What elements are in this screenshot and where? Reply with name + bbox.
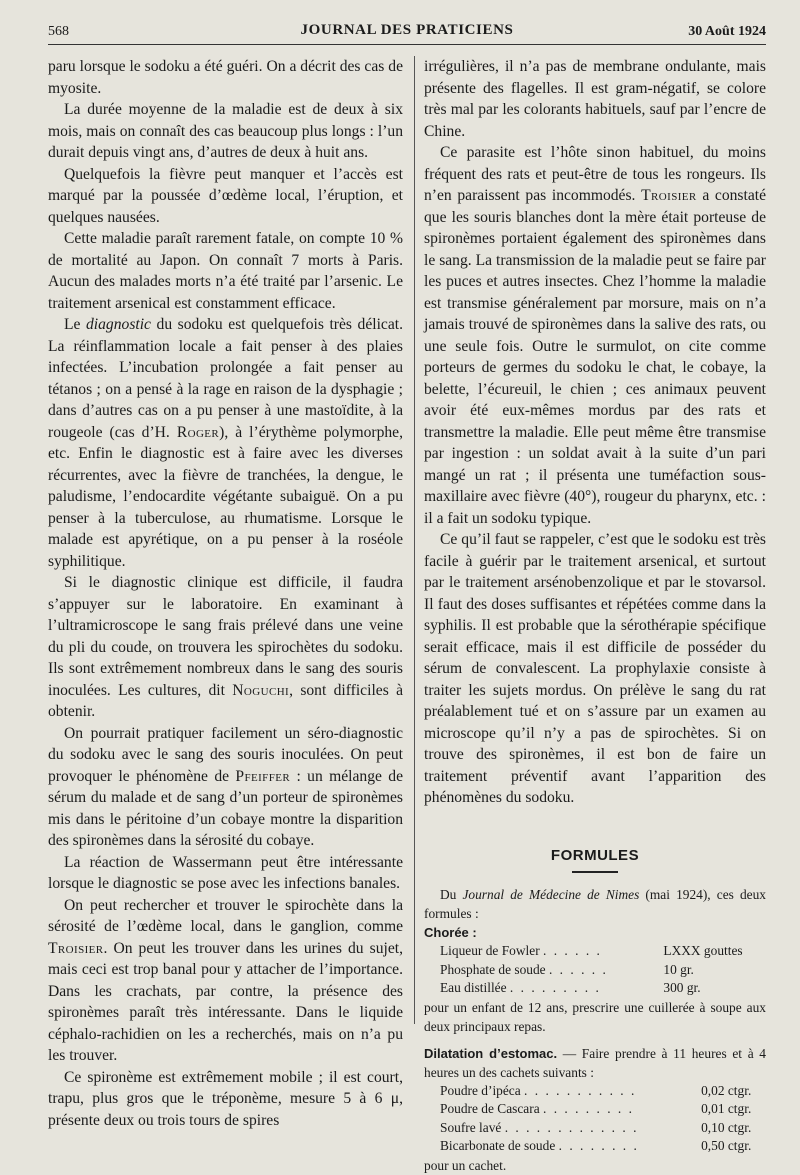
right-column xyxy=(424,56,766,1175)
paragraph: La réaction de Wassermann peut être intéressante lorsque le diagnostic se pose avec les infections banales. xyxy=(48,853,403,892)
paragraph: La durée moyenne de la maladie est de deux à six mois, mais on connaît des cas beaucoup plus longs : l’un durait depuis vingt ans, d’autres de deux à huit ans. xyxy=(48,101,403,161)
prescription-row: Liqueur de Fowler . . . . . . LXXX gouttes xyxy=(440,943,743,958)
dilatation-heading: Dilatation d’estomac. xyxy=(424,1045,558,1061)
author-name: Troisier xyxy=(48,939,104,957)
paragraph: Ce parasite est l’hôte sinon habituel, du moins fréquent des rats et peut-être de tous les rongeurs. Ils n’en paraissent pas incommodés. Troisier a constaté que les souris blanches dont la mère était porteuse de spironèmes portaient également des spironèmes dans le sang. La transmission de la maladie peut se faire par les puces et autres insectes. Chez l’homme la maladie est transmise généralement par morsure, mais on n’a jamais trouvé de spironèmes dans la salive des rats, ou une seule fois. Outre le surmulot, on cite comme porteurs de germes du sodoku le chat, le cobaye, la belette, l’écureuil, le chien ; ces animaux peuvent avoir été eux-mêmes mordus par des rats et transmettre la maladie. Elle peut même être transmise par ingestion : un soldat avait à la suite d’un pari mangé un rat ; il présenta une tuméfaction sous-maxillaire avec fièvre (40°), rougeur du pharynx, etc. : il a fait un sodoku typique. xyxy=(424,144,766,527)
author-name: Noguchi xyxy=(232,681,290,699)
page-number: 568 xyxy=(48,24,69,39)
running-header xyxy=(48,22,766,44)
dilatation-block: Dilatation d’estomac. — Faire prendre à 11 heures et à 4 heures un des cachets suivants : xyxy=(424,1045,767,1080)
prescription-row: Eau distillée . . . . . . . . . 300 gr. xyxy=(440,980,701,995)
prescription-row: Bicarbonate de soude . . . . . . . . 0,50 ctgr. xyxy=(440,1138,752,1153)
prescription-row: Poudre de Cascara . . . . . . . . . 0,01 ctgr. xyxy=(440,1101,752,1116)
chorea-heading: Chorée : xyxy=(424,925,477,940)
formules-section xyxy=(424,885,766,1175)
title-rule xyxy=(572,871,618,873)
column-divider xyxy=(414,56,415,1024)
left-column xyxy=(48,56,403,1131)
dilatation-note: pour un cachet. xyxy=(424,1157,507,1173)
journal-citation: Journal de Médecine de Nimes xyxy=(462,887,640,902)
chorea-note: pour un enfant de 12 ans, prescrire une cuillerée à soupe aux deux principaux repas. xyxy=(424,999,766,1034)
dilatation-prescription xyxy=(424,1082,766,1156)
section-title: FORMULES xyxy=(550,846,640,864)
paragraph: Ce spironème est extrêmement mobile ; il est court, trapu, plus gros que le tréponème, mesure 5 à 6 μ, présente deux ou trois tours de spires xyxy=(48,1068,403,1129)
paragraph-diagnostic: Le diagnostic du sodoku est quelquefois très délicat. La réinflammation locale a fait penser à des plaies infectées. L’incubation prolongée a fait penser au tétanos ; on a pensé à la rage en raison de la dysphagie ; dans d’autres cas on a pu penser à une mastoïdite, à la rougeole (cas d’H. Roger), à l’érythème polymorphe, etc. Enfin le diagnostic est à faire avec les diverses récurrentes, avec la fièvre de tranchées, la dengue, le paludisme, l’endocardite végétante subaiguë. On a pu penser à la tuberculose, au rhumatisme. Lorsque le malade est apyrétique, on a pu penser à la roséole syphilitique. xyxy=(48,316,403,570)
paragraph: Ce qu’il faut se rappeler, c’est que le sodoku est très facile à guérir par le traitement arsenical, et surtout par le traitement arsénobenzolique et par le stovarsol. Il faut des doses suffisantes et répétées comme dans la syphilis. Il est probable que la sérothérapie spécifique serait efficace, mais il est difficile de posséder du sérum de convalescent. La prophylaxie consiste à traiter les sujets mordus. On prélève le sang du rat préalablement tué et on s’assure par un examen au microscope qu’il n’y a pas de spirochètes. Si on trouve des spironèmes, il est bon de faire un traitement préventif avant l’apparition des phénomènes du sodoku. xyxy=(424,531,766,806)
header-rule xyxy=(48,44,766,45)
author-name: Roger xyxy=(176,423,220,441)
prescription-row: Poudre d’ipéca . . . . . . . . . . . 0,02 ctgr. xyxy=(440,1082,752,1098)
chorea-prescription xyxy=(424,942,766,998)
paragraph: Cette maladie paraît rarement fatale, on compte 10 % de mortalité au Japon. On connaît 7 morts à Paris. Aucun des malades morts n’a été traité par l’arsenic. Le traitement arsenical est constamment efficace. xyxy=(48,230,403,312)
journal-title: JOURNAL DES PRATICIENS xyxy=(300,22,514,38)
prescription-row: Soufre lavé . . . . . . . . . . . . . 0,10 ctgr. xyxy=(440,1119,752,1135)
paragraph: On pourrait pratiquer facilement un séro-diagnostic du sodoku avec le sang des souris inoculées. On peut provoquer le phénomène de Pfeiffer : un mélange de sérum du malade et de sang d’un porteur de spironèmes mis dans le péritoine d’un cobaye montre la disparition des spironèmes dans la sérosité du cobaye. xyxy=(48,724,404,849)
paragraph: irrégulières, il n’a pas de membrane ondulante, mais présente des flagelles. Il est gram-négatif, se colore très mal par les colorants habituels, sauf par l’encre de Chine. xyxy=(424,58,766,140)
author-name: Troisier xyxy=(641,187,697,204)
italic-term: diagnostic xyxy=(86,316,151,333)
paragraph: Si le diagnostic clinique est difficile, il faudra s’appuyer sur le laboratoire. En examinant à l’ultramicroscope le sang frais prélevé dans une veine du pli du coude, on trouvera les spirochètes du sodoku. Ils sont extrêmement nombreux dans le sang des souris inoculées. Les cultures, dit Noguchi, sont difficiles à obtenir. xyxy=(48,574,403,720)
paragraph: On peut rechercher et trouver le spirochète dans la sérosité de l’œdème local, dans le ganglion, comme Troisier. On peut les trouver dans les urines du sujet, mais ceci est trop banal pour y attacher de l’importance. Dans les crachats, par contre, la présence des spironèmes paraît très intéressante. Dans le liquide céphalo-rachidien on les a recherchés, mais on n’a pu les trouver. xyxy=(48,896,403,1064)
prescription-row: Phosphate de soude . . . . . . 10 gr. xyxy=(440,961,694,977)
formules-intro: Du Journal de Médecine de Nimes (mai 1924), ces deux formules : xyxy=(424,887,766,921)
issue-date: 30 Août 1924 xyxy=(688,24,766,39)
paragraph: paru lorsque le sodoku a été guéri. On a décrit des cas de myosite. xyxy=(48,58,403,97)
author-name: Pfeiffer xyxy=(235,767,291,785)
paragraph: Quelquefois la fièvre peut manquer et l’accès est marqué par la poussée d’œdème local, l’éruption, et quelques nausées. xyxy=(48,165,403,226)
